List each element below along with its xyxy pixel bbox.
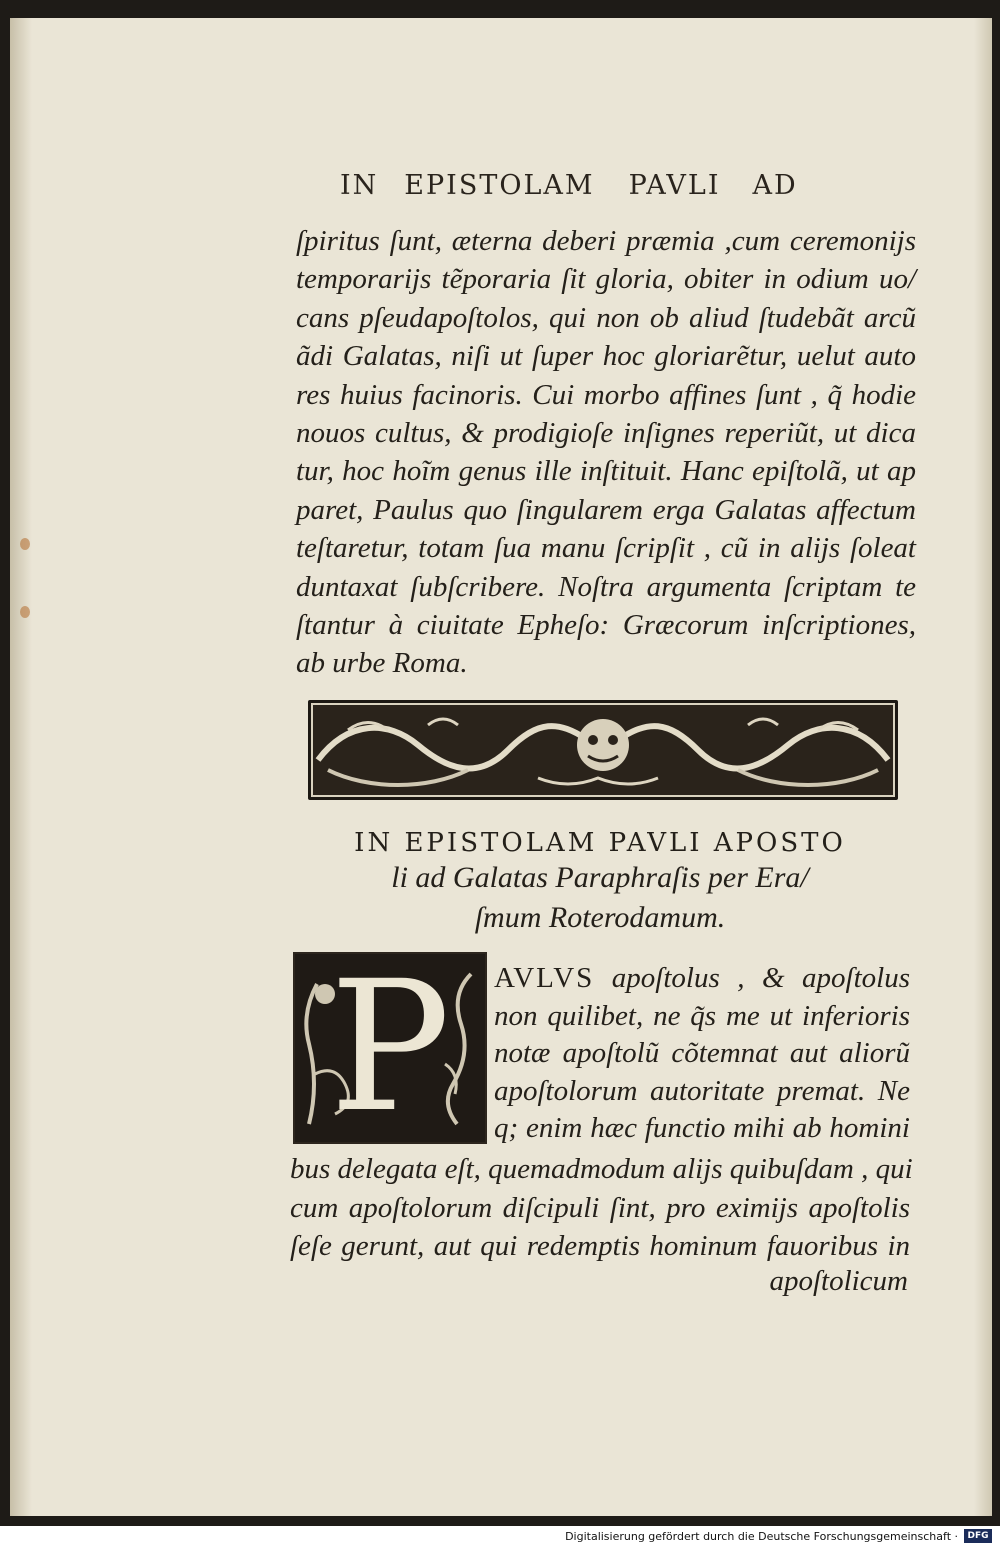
- text-line: ſpiritus ſunt, æterna deberi præmia ,cum ceremonijs: [296, 225, 916, 257]
- title-line: IN EPISTOLAM PAVLI APOSTO: [354, 828, 846, 858]
- text-line: ab urbe Roma.: [296, 647, 468, 680]
- catchword: apoſtolicum: [769, 1265, 908, 1297]
- section-title: [300, 828, 900, 938]
- decorated-initial: [293, 943, 487, 1152]
- text-line: ſeſe gerunt, aut qui redemptis hominum fauoribus in: [290, 1230, 910, 1262]
- text-line: apoſtolorum autoritate premat. Ne: [494, 1074, 910, 1107]
- text-line: ſtantur à ciuitate Epheſo: Græcorum inſcriptiones,: [296, 609, 916, 642]
- ornament-icon: [308, 700, 898, 800]
- body-text: [296, 222, 916, 683]
- title-line: li ad Galatas Paraphraſis per Era/: [391, 861, 809, 894]
- text-line: tur, hoc hoĩm genus ille inſtituit. Hanc epiſtolã, ut ap: [296, 455, 916, 488]
- text-line: q; enim hæc functio mihi ab homini: [494, 1112, 910, 1145]
- paragraph-full: [290, 1150, 913, 1266]
- text-line: temporarijs tẽporaria ſit gloria, obiter in odium uo/: [296, 263, 916, 296]
- text-line: duntaxat ſubſcribere. Noſtra argumenta ſcriptam te: [296, 570, 916, 603]
- running-head-word: EPISTOLAM: [404, 170, 595, 201]
- running-head-word: PAVLI: [628, 170, 721, 201]
- text-line: non quilibet, ne q̃s me ut inferioris: [494, 999, 910, 1032]
- running-head-word: AD: [752, 170, 798, 201]
- text-line: paret, Paulus quo ſingularem erga Galatas affectum: [296, 493, 916, 526]
- text-run: apoſtolus , & apoſtolus: [594, 962, 910, 994]
- footer-credit: Digitalisierung gefördert durch die Deutsche Forschungsgemeinschaft ·: [565, 1530, 958, 1543]
- small-caps-word: AVLVS: [494, 962, 595, 994]
- ink-blot: [20, 606, 30, 618]
- text-line: bus delegata eſt, quemadmodum alijs quibuſdam , qui: [290, 1153, 913, 1185]
- running-head: [340, 170, 840, 201]
- title-line: ſmum Roterodamum.: [474, 901, 726, 934]
- text-line: res huius facinoris. Cui morbo affines ſunt , q̃ hodie: [296, 378, 916, 411]
- text-line: ãdi Galatas, niſi ut ſuper hoc gloriarẽtur, uelut auto: [296, 340, 916, 373]
- text-line: cum apoſtolorum diſcipuli ſint, pro eximijs apoſtolis: [290, 1191, 910, 1224]
- dfg-logo-icon: DFG: [964, 1529, 992, 1543]
- text-line: teſtaretur, totam ſua manu ſcripſit , cũ in alijs ſoleat: [296, 532, 916, 565]
- text-line: [494, 960, 910, 998]
- paragraph-indented: [494, 960, 910, 1148]
- woodcut-ornament-band: [308, 700, 898, 800]
- digitization-footer: [0, 1526, 1000, 1548]
- text-line: nouos cultus, & prodigioſe inſignes reperiũt, ut dica: [296, 417, 916, 450]
- text-line: cans pſeudapoſtolos, qui non ob aliud ſtudebãt arcũ: [296, 301, 916, 334]
- initial-letter: P: [329, 943, 451, 1152]
- ink-blot: [20, 538, 30, 550]
- running-head-word: IN: [340, 170, 379, 201]
- text-line: notæ apoſtolũ cõtemnat aut aliorũ: [494, 1037, 910, 1070]
